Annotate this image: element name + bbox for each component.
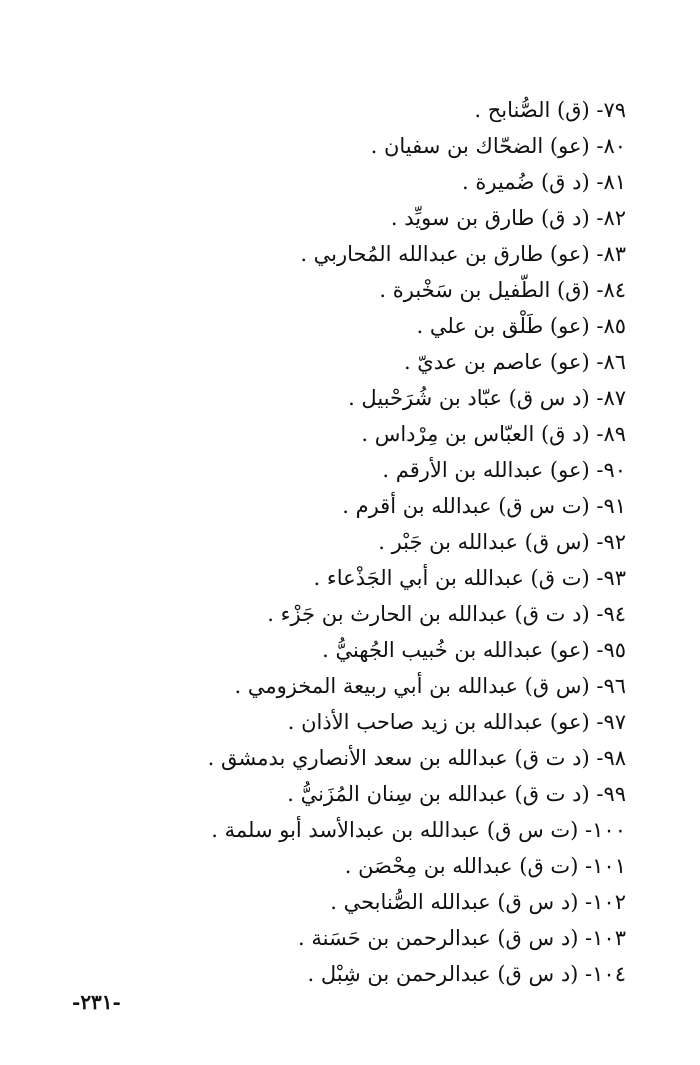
list-item: ٩٥- (عو) عبدالله بن خُبيب الجُهنيُّ . xyxy=(322,638,626,662)
page-number: -٢٣١- xyxy=(72,990,121,1014)
list-item: ٨٧- (د س ق) عبّاد بن شُرَحْبيل . xyxy=(348,386,626,410)
list-item: ١٠٣- (د س ق) عبدالرحمن بن حَسَنة . xyxy=(298,926,626,950)
list-item: ٨٠- (عو) الضحّاك بن سفيان . xyxy=(370,134,626,158)
list-item: ٩٤- (د ت ق) عبدالله بن الحارث بن جَزْء . xyxy=(267,602,626,626)
list-item: ٩٧- (عو) عبدالله بن زيد صاحب الأذان . xyxy=(287,710,626,734)
list-item: ٨٦- (عو) عاصم بن عديّ . xyxy=(403,350,626,374)
list-item: ٩٨- (د ت ق) عبدالله بن سعد الأنصاري بدمشق . xyxy=(207,746,626,770)
list-item: ٨٢- (د ق) طارق بن سويِّد . xyxy=(390,206,626,230)
list-item: ١٠١- (ت ق) عبدالله بن مِحْصَن . xyxy=(344,854,626,878)
list-item: ٨٥- (عو) طَلْق بن علي . xyxy=(416,314,626,338)
list-item: ١٠٢- (د س ق) عبدالله الصُّنابحي . xyxy=(330,890,626,914)
list-item: ٨٤- (ق) الطّفيل بن سَخْبرة . xyxy=(379,278,626,302)
list-item: ٩١- (ت س ق) عبدالله بن أقرم . xyxy=(342,494,626,518)
list-item: ٩٩- (د ت ق) عبدالله بن سِنان المُزَنيُّ . xyxy=(287,782,626,806)
list-item: ٨٣- (عو) طارق بن عبدالله المُحاربي . xyxy=(300,242,626,266)
list-item: ٨٩- (د ق) العبّاس بن مِرْداس . xyxy=(361,422,626,446)
list-item: ١٠٤- (د س ق) عبدالرحمن بن شِبْل . xyxy=(307,962,626,986)
list-item: ٩٦- (س ق) عبدالله بن أبي ربيعة المخزومي . xyxy=(234,674,626,698)
list-item: ٩٢- (س ق) عبدالله بن جَبْر . xyxy=(378,530,626,554)
narrator-list xyxy=(26,92,626,992)
list-item: ٨١- (د ق) ضُميرة . xyxy=(462,170,626,194)
list-item: ٩٣- (ت ق) عبدالله بن أبي الجَذْعاء . xyxy=(313,566,626,590)
list-item: ٧٩- (ق) الصُّنابح . xyxy=(474,98,626,122)
list-item: ١٠٠- (ت س ق) عبدالله بن عبدالأسد أبو سلمة . xyxy=(211,818,626,842)
list-item: ٩٠- (عو) عبدالله بن الأرقم . xyxy=(382,458,626,482)
